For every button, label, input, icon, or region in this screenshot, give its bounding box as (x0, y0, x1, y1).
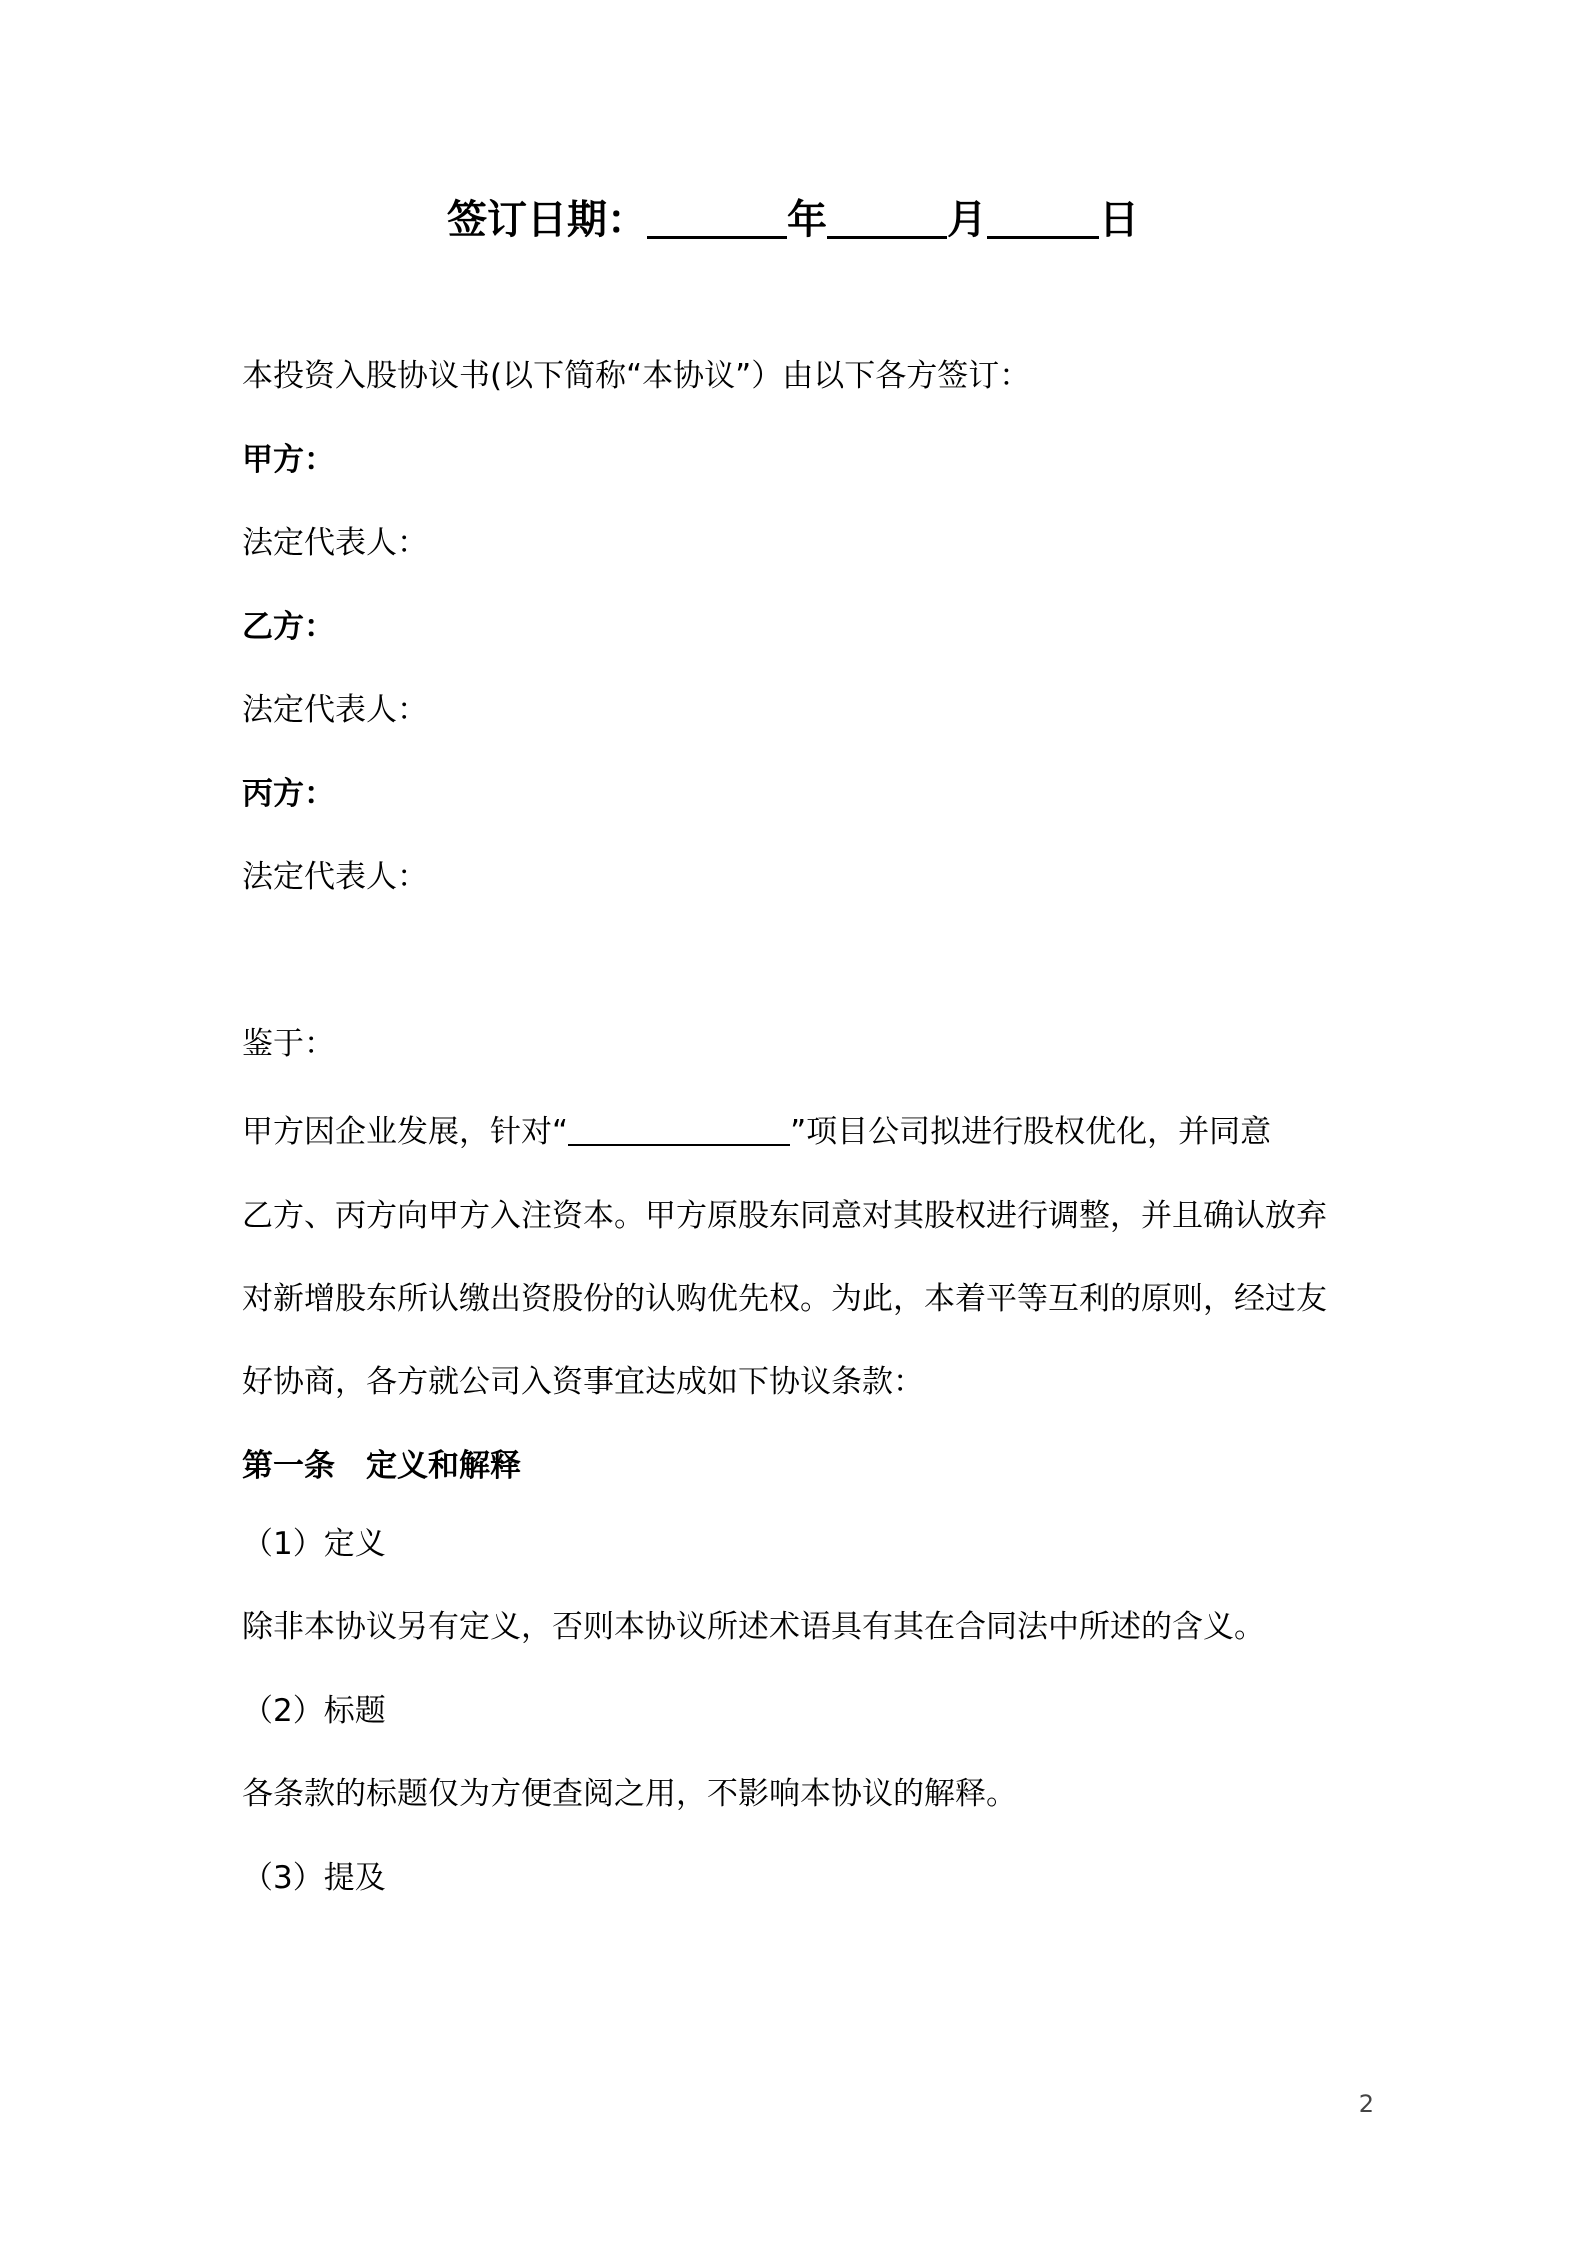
party-c-label: 丙方： (242, 776, 335, 812)
day-label: 日 (1099, 197, 1139, 243)
clause-1-heading: （1）定义 (242, 1526, 386, 1562)
year-blank (647, 192, 787, 239)
signing-date-label: 签订日期： (447, 197, 647, 243)
month-label: 月 (947, 197, 987, 243)
day-blank (987, 192, 1099, 239)
clause-2-heading: （2）标题 (242, 1693, 386, 1729)
whereas-line-1-start: 甲方因企业发展，针对“ (242, 1114, 569, 1150)
party-a-rep-label: 法定代表人： (242, 525, 428, 561)
article-1-heading: 第一条 定义和解释 (242, 1448, 521, 1484)
party-a-label: 甲方： (242, 442, 335, 478)
whereas-line-4: 好协商，各方就公司入资事宜达成如下协议条款： (242, 1364, 924, 1400)
whereas-line-1-end: ”项目公司拟进行股权优化，并同意 (790, 1114, 1272, 1150)
whereas-heading: 鉴于： (242, 1026, 335, 1062)
month-blank (827, 192, 947, 239)
whereas-line-2: 乙方、丙方向甲方入注资本。甲方原股东同意对其股权进行调整，并且确认放弃 (242, 1198, 1327, 1234)
project-name-blank (568, 1110, 790, 1146)
clause-2-text: 各条款的标题仅为方便查阅之用，不影响本协议的解释。 (242, 1776, 1017, 1812)
intro-text: 本投资入股协议书(以下简称“本协议”）由以下各方签订： (242, 358, 1031, 394)
year-label: 年 (787, 197, 827, 243)
party-c-rep-label: 法定代表人： (242, 859, 428, 895)
whereas-line-3: 对新增股东所认缴出资股份的认购优先权。为此，本着平等互利的原则，经过友 (242, 1281, 1327, 1317)
clause-1-text: 除非本协议另有定义，否则本协议所述术语具有其在合同法中所述的含义。 (242, 1609, 1265, 1645)
party-b-rep-label: 法定代表人： (242, 692, 428, 728)
whereas-line-1 (242, 1110, 1271, 1154)
signing-date-title (0, 192, 1586, 248)
clause-3-heading: （3）提及 (242, 1860, 386, 1896)
page-number: 2 (1358, 2090, 1374, 2118)
party-b-label: 乙方： (242, 609, 335, 645)
